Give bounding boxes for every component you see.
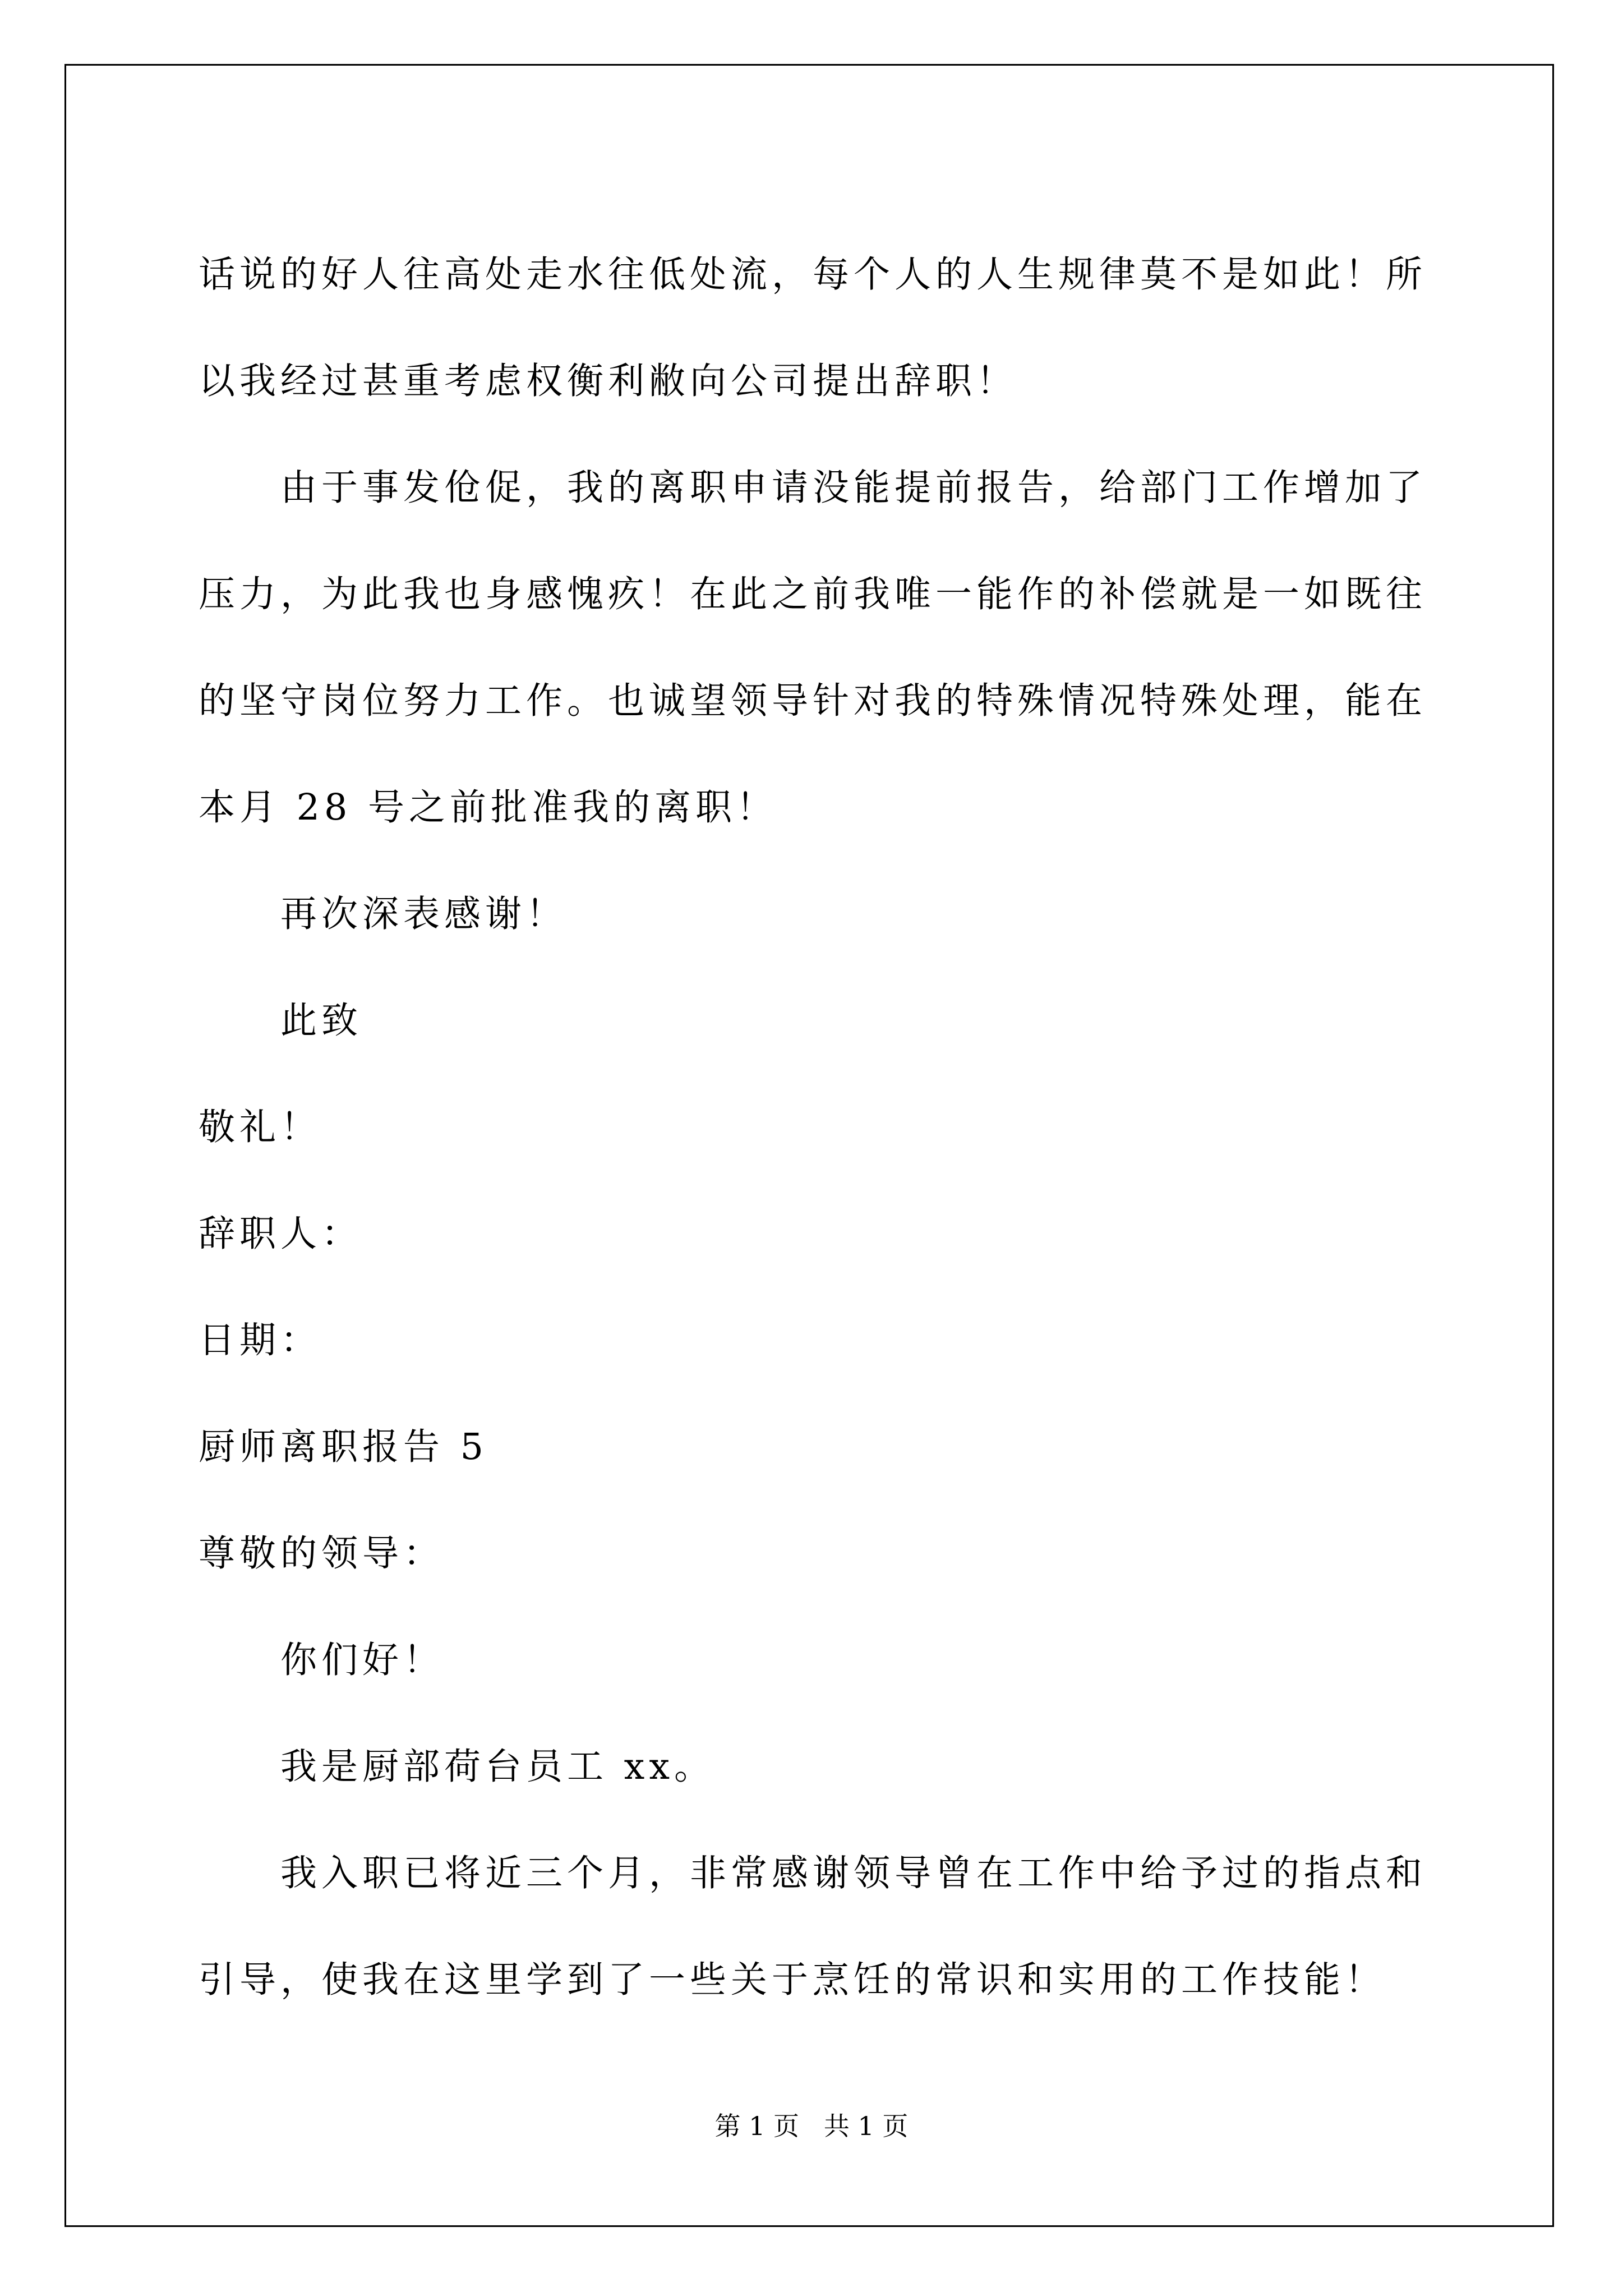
text-line: 压力，为此我也身感愧疚！在此之前我唯一能作的补偿就是一如既往 — [199, 573, 1427, 615]
closing-salutation: 敬礼！ — [199, 1106, 322, 1148]
text-line: 我是厨部荷台员工 xx。 — [280, 1746, 715, 1788]
text-line: 的坚守岗位努力工作。也诚望领导针对我的特殊情况特殊处理，能在 — [199, 680, 1427, 722]
text-line: 我入职已将近三个月，非常感谢领导曾在工作中给予过的指点和 — [280, 1852, 1427, 1894]
page-footer: 第 1 页 共 1 页 — [714, 2111, 909, 2141]
text-line: 由于事发伧促，我的离职申请没能提前报告，给部门工作增加了 — [280, 467, 1427, 509]
text-line: 以我经过甚重考虑权衡利敝向公司提出辞职！ — [199, 360, 1018, 402]
text-line: 引导，使我在这里学到了一些关于烹饪的常识和实用的工作技能！ — [199, 1959, 1386, 2001]
text-line: 你们好！ — [280, 1639, 445, 1681]
text-line: 话说的好人往高处走水往低处流，每个人的人生规律莫不是如此！所 — [199, 254, 1427, 296]
text-line: 此致 — [280, 1000, 363, 1042]
signature-label: 辞职人： — [199, 1213, 363, 1255]
greeting: 尊敬的领导： — [199, 1533, 445, 1575]
text-line: 本月 28 号之前批准我的离职！ — [199, 786, 778, 829]
document-body — [199, 222, 1449, 2033]
text-line: 再次深表感谢！ — [280, 893, 568, 935]
section-title: 厨师离职报告 5 — [199, 1426, 488, 1468]
date-label: 日期： — [199, 1319, 322, 1361]
